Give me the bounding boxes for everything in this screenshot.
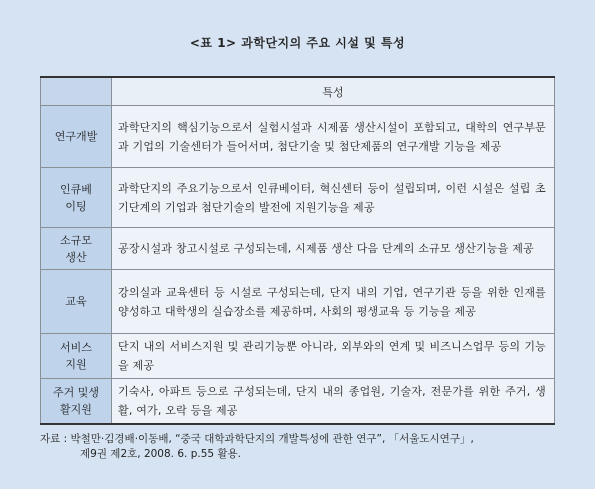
source-line-2: 제9권 제2호, 2008. 6. p.55 활용. <box>80 448 242 460</box>
source-note <box>40 432 560 462</box>
row-category <box>41 168 112 228</box>
table-header-row <box>41 77 555 106</box>
table-row <box>41 334 555 379</box>
row-category <box>41 270 112 334</box>
header-corner-cell <box>41 77 112 106</box>
facilities-table <box>40 76 555 425</box>
row-category <box>41 379 112 425</box>
table-row <box>41 379 555 425</box>
source-line-1: 자료 : 박철만·김경배·이동배, “중국 대학과학단지의 개발특성에 관한 연구”, 「서울도시연구」, <box>40 433 474 445</box>
table-row <box>41 168 555 228</box>
row-description: 과학단지의 핵심기능으로서 실험시설과 시제품 생산시설이 포함되고, 대학의 연구부문과 기업의 기술센터가 들어서며, 첨단기술 및 첨단제품의 연구개발 기능을 제공 <box>112 106 555 168</box>
header-characteristics: 특성 <box>112 77 555 106</box>
row-description: 공장시설과 창고시설로 구성되는데, 시제품 생산 다음 단계의 소규모 생산기능을 제공 <box>112 228 555 270</box>
category-label: 교육 <box>65 295 87 308</box>
category-label: 인큐베이팅 <box>60 182 92 213</box>
category-label: 주거 및생활지원 <box>52 386 99 416</box>
table-caption: <표 1> 과학단지의 주요 시설 및 특성 <box>189 36 406 50</box>
category-label: 소규모생산 <box>60 233 92 264</box>
row-category <box>41 334 112 379</box>
category-label: 서비스지원 <box>60 341 92 371</box>
row-category <box>41 106 112 168</box>
row-description: 단지 내의 서비스지원 및 관리기능뿐 아니라, 외부와의 연계 및 비즈니스업무 등의 기능을 제공 <box>112 334 555 379</box>
row-description: 강의실과 교육센터 등 시설로 구성되는데, 단지 내의 기업, 연구기관 등을 위한 인재를 양성하고 대학생의 실습장소를 제공하며, 사회의 평생교육 등 기능을 제공 <box>112 270 555 334</box>
category-label: 연구개발 <box>54 130 98 143</box>
row-description: 기숙사, 아파트 등으로 구성되는데, 단지 내의 종업원, 기술자, 전문가를 위한 주거, 생활, 여가, 오락 등을 제공 <box>112 379 555 425</box>
row-category <box>41 228 112 270</box>
table-row <box>41 106 555 168</box>
row-description: 과학단지의 주요기능으로서 인큐베이터, 혁신센터 등이 설립되며, 이런 시설은 설립 초기단계의 기업과 첨단기술의 발전에 지원기능을 제공 <box>112 168 555 228</box>
table-row <box>41 270 555 334</box>
table-row <box>41 228 555 270</box>
